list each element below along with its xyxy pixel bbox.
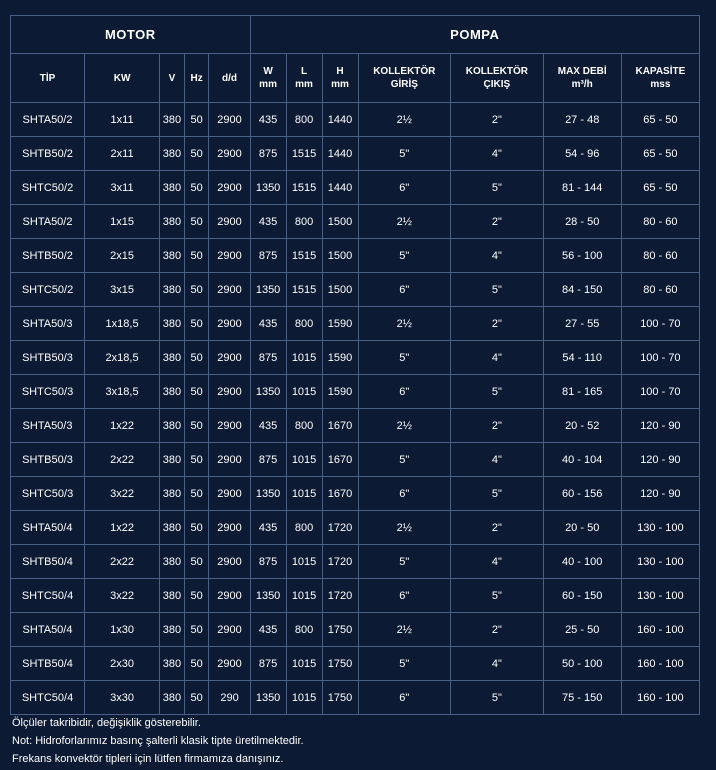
table-cell: 1x11 xyxy=(85,103,160,137)
table-cell: SHTA50/3 xyxy=(11,307,85,341)
table-cell: 435 xyxy=(250,205,286,239)
footnote-line: Not: Hidroforlarımız basınç şalterli klasik tipte üretilmektedir. xyxy=(12,735,304,747)
table-cell: 1500 xyxy=(322,239,358,273)
table-cell: 5" xyxy=(358,647,451,681)
table-cell: 1350 xyxy=(250,681,286,715)
table-cell: 40 - 100 xyxy=(543,545,621,579)
table-cell: 25 - 50 xyxy=(543,613,621,647)
table-cell: 27 - 55 xyxy=(543,307,621,341)
table-cell: 2900 xyxy=(209,613,250,647)
table-cell: 1015 xyxy=(286,375,322,409)
table-cell: SHTA50/3 xyxy=(11,409,85,443)
column-header-row xyxy=(11,54,700,103)
column-header-text: MAX DEBİ xyxy=(557,66,607,77)
table-cell: 2900 xyxy=(209,647,250,681)
table-row xyxy=(11,545,700,579)
table-cell: 4" xyxy=(451,137,544,171)
table-row xyxy=(11,579,700,613)
table-cell: 130 - 100 xyxy=(621,579,699,613)
table-cell: 380 xyxy=(160,579,185,613)
table-cell: 4" xyxy=(451,239,544,273)
table-cell: 50 xyxy=(184,477,209,511)
footnotes xyxy=(12,714,702,768)
table-cell: 435 xyxy=(250,103,286,137)
table-cell: 1500 xyxy=(322,273,358,307)
table-cell: 75 - 150 xyxy=(543,681,621,715)
table-cell: 3x22 xyxy=(85,579,160,613)
table-cell: 1500 xyxy=(322,205,358,239)
table-cell: 290 xyxy=(209,681,250,715)
table-cell: 1015 xyxy=(286,477,322,511)
column-header xyxy=(543,54,621,103)
table-cell: 1x30 xyxy=(85,613,160,647)
table-row xyxy=(11,477,700,511)
table-cell: 2900 xyxy=(209,443,250,477)
table-cell: 1015 xyxy=(286,647,322,681)
column-header-text: L xyxy=(301,66,308,77)
table-cell: 50 xyxy=(184,239,209,273)
column-header xyxy=(160,54,185,103)
table-cell: 27 - 48 xyxy=(543,103,621,137)
table-cell: 5" xyxy=(451,375,544,409)
table-cell: 2900 xyxy=(209,375,250,409)
table-cell: 2½ xyxy=(358,511,451,545)
table-row xyxy=(11,375,700,409)
table-cell: 2" xyxy=(451,613,544,647)
table-cell: 4" xyxy=(451,545,544,579)
table-cell: 5" xyxy=(358,341,451,375)
table-cell: 120 - 90 xyxy=(621,477,699,511)
table-row xyxy=(11,511,700,545)
table-cell: 5" xyxy=(358,239,451,273)
table-cell: 50 xyxy=(184,511,209,545)
table-cell: 1350 xyxy=(250,273,286,307)
column-header-text: Hz xyxy=(190,72,203,84)
table-cell: 50 xyxy=(184,443,209,477)
pompa-group-header: POMPA xyxy=(250,16,699,54)
table-cell: 6" xyxy=(358,477,451,511)
table-cell: 875 xyxy=(250,341,286,375)
table-cell: 2900 xyxy=(209,409,250,443)
table-cell: 800 xyxy=(286,409,322,443)
table-cell: 6" xyxy=(358,375,451,409)
table-cell: 5" xyxy=(451,171,544,205)
spec-table-container xyxy=(10,15,700,715)
table-row xyxy=(11,409,700,443)
table-cell: 380 xyxy=(160,477,185,511)
table-cell: 1015 xyxy=(286,579,322,613)
column-header xyxy=(358,54,451,103)
table-body xyxy=(11,103,700,715)
table-cell: 875 xyxy=(250,137,286,171)
table-cell: SHTC50/3 xyxy=(11,477,85,511)
table-row xyxy=(11,137,700,171)
table-cell: SHTC50/2 xyxy=(11,273,85,307)
table-cell: 800 xyxy=(286,103,322,137)
table-cell: 800 xyxy=(286,205,322,239)
table-cell: 1515 xyxy=(286,171,322,205)
column-header xyxy=(209,54,250,103)
column-header xyxy=(85,54,160,103)
table-cell: 5" xyxy=(451,477,544,511)
table-cell: 1720 xyxy=(322,545,358,579)
table-cell: 2900 xyxy=(209,307,250,341)
table-cell: 2900 xyxy=(209,171,250,205)
table-cell: 1515 xyxy=(286,239,322,273)
table-cell: 65 - 50 xyxy=(621,171,699,205)
table-row xyxy=(11,613,700,647)
column-header-text: mm xyxy=(259,79,277,90)
column-header xyxy=(451,54,544,103)
table-cell: 100 - 70 xyxy=(621,341,699,375)
table-cell: 875 xyxy=(250,443,286,477)
table-cell: 2" xyxy=(451,307,544,341)
table-cell: 1350 xyxy=(250,477,286,511)
table-cell: 380 xyxy=(160,273,185,307)
table-cell: 81 - 165 xyxy=(543,375,621,409)
table-cell: 2" xyxy=(451,103,544,137)
table-row xyxy=(11,443,700,477)
table-cell: 6" xyxy=(358,273,451,307)
table-cell: 1x15 xyxy=(85,205,160,239)
table-cell: 800 xyxy=(286,307,322,341)
table-cell: 1590 xyxy=(322,341,358,375)
table-cell: 50 xyxy=(184,137,209,171)
table-cell: 380 xyxy=(160,681,185,715)
table-cell: 50 xyxy=(184,681,209,715)
table-cell: 4" xyxy=(451,647,544,681)
table-cell: 6" xyxy=(358,171,451,205)
table-cell: 50 xyxy=(184,647,209,681)
table-cell: 1670 xyxy=(322,477,358,511)
table-cell: 1750 xyxy=(322,681,358,715)
table-cell: SHTB50/4 xyxy=(11,647,85,681)
table-cell: 1720 xyxy=(322,579,358,613)
table-cell: 1590 xyxy=(322,307,358,341)
table-cell: SHTB50/3 xyxy=(11,341,85,375)
column-header-text: mss xyxy=(650,79,671,90)
column-header-text: KOLLEKTÖR xyxy=(465,66,528,77)
column-header-text: W xyxy=(263,66,273,77)
table-cell: 2½ xyxy=(358,103,451,137)
table-cell: 435 xyxy=(250,613,286,647)
table-cell: 50 xyxy=(184,205,209,239)
table-cell: 380 xyxy=(160,341,185,375)
table-cell: 80 - 60 xyxy=(621,273,699,307)
table-cell: 1350 xyxy=(250,579,286,613)
table-cell: 380 xyxy=(160,205,185,239)
table-cell: 2½ xyxy=(358,613,451,647)
table-cell: 1720 xyxy=(322,511,358,545)
table-cell: SHTB50/2 xyxy=(11,239,85,273)
footnote-line: Ölçüler takribidir, değişiklik gösterebilir. xyxy=(12,717,201,729)
table-cell: 1350 xyxy=(250,171,286,205)
table-cell: 380 xyxy=(160,171,185,205)
table-cell: 5" xyxy=(451,681,544,715)
column-header-text: KAPASİTE xyxy=(635,66,686,77)
table-cell: 3x30 xyxy=(85,681,160,715)
column-header-text: TİP xyxy=(39,72,56,84)
footnote-line: Frekans konvektör tipleri için lütfen firmamıza danışınız. xyxy=(12,753,284,765)
column-header-text: KOLLEKTÖR xyxy=(373,66,436,77)
table-cell: 380 xyxy=(160,613,185,647)
table-cell: 65 - 50 xyxy=(621,137,699,171)
column-header-text: V xyxy=(168,72,176,84)
table-cell: SHTC50/2 xyxy=(11,171,85,205)
table-cell: SHTB50/3 xyxy=(11,443,85,477)
table-cell: 2x15 xyxy=(85,239,160,273)
column-header-text: H xyxy=(336,66,344,77)
table-cell: 800 xyxy=(286,613,322,647)
column-header-text: m³/h xyxy=(571,79,593,90)
column-header-text: GİRİŞ xyxy=(390,79,418,90)
table-cell: 380 xyxy=(160,647,185,681)
table-cell: 2900 xyxy=(209,103,250,137)
table-cell: 2900 xyxy=(209,545,250,579)
table-cell: SHTB50/4 xyxy=(11,545,85,579)
table-cell: 4" xyxy=(451,443,544,477)
table-cell: 4" xyxy=(451,341,544,375)
table-cell: 435 xyxy=(250,409,286,443)
table-cell: SHTA50/4 xyxy=(11,613,85,647)
table-cell: 1440 xyxy=(322,137,358,171)
table-cell: 81 - 144 xyxy=(543,171,621,205)
table-cell: 50 xyxy=(184,273,209,307)
table-cell: 50 xyxy=(184,307,209,341)
table-cell: 2900 xyxy=(209,205,250,239)
table-cell: 1015 xyxy=(286,681,322,715)
table-cell: 380 xyxy=(160,137,185,171)
table-cell: 56 - 100 xyxy=(543,239,621,273)
table-cell: 1515 xyxy=(286,273,322,307)
table-cell: 1440 xyxy=(322,103,358,137)
column-header-text: KW xyxy=(113,72,131,84)
table-cell: 1015 xyxy=(286,443,322,477)
column-header xyxy=(621,54,699,103)
table-cell: 50 xyxy=(184,613,209,647)
table-cell: 50 xyxy=(184,375,209,409)
table-cell: 380 xyxy=(160,545,185,579)
column-header-text: ÇIKIŞ xyxy=(483,79,511,90)
table-cell: 2½ xyxy=(358,409,451,443)
table-cell: 1x22 xyxy=(85,409,160,443)
table-cell: 2900 xyxy=(209,341,250,375)
table-cell: 2900 xyxy=(209,239,250,273)
table-cell: 20 - 50 xyxy=(543,511,621,545)
table-cell: 160 - 100 xyxy=(621,681,699,715)
table-cell: 3x22 xyxy=(85,477,160,511)
table-cell: 160 - 100 xyxy=(621,647,699,681)
column-header-text: mm xyxy=(295,79,313,90)
table-cell: 120 - 90 xyxy=(621,443,699,477)
table-cell: 54 - 96 xyxy=(543,137,621,171)
table-cell: 50 xyxy=(184,409,209,443)
table-cell: 2900 xyxy=(209,477,250,511)
table-cell: 800 xyxy=(286,511,322,545)
table-cell: 380 xyxy=(160,103,185,137)
table-cell: 2900 xyxy=(209,273,250,307)
table-cell: 5" xyxy=(358,443,451,477)
table-row xyxy=(11,341,700,375)
table-cell: 1440 xyxy=(322,171,358,205)
table-cell: 50 xyxy=(184,341,209,375)
table-cell: 2x22 xyxy=(85,443,160,477)
table-cell: 875 xyxy=(250,239,286,273)
table-cell: 20 - 52 xyxy=(543,409,621,443)
group-header-row xyxy=(11,16,700,54)
table-cell: 1590 xyxy=(322,375,358,409)
table-row xyxy=(11,273,700,307)
column-header-text: d/d xyxy=(222,72,237,84)
table-cell: 1670 xyxy=(322,443,358,477)
table-cell: 2900 xyxy=(209,137,250,171)
table-cell: SHTA50/4 xyxy=(11,511,85,545)
table-cell: 100 - 70 xyxy=(621,375,699,409)
table-cell: SHTC50/3 xyxy=(11,375,85,409)
table-cell: 2900 xyxy=(209,511,250,545)
table-cell: 50 - 100 xyxy=(543,647,621,681)
table-cell: 2x30 xyxy=(85,647,160,681)
column-header xyxy=(250,54,286,103)
column-header xyxy=(286,54,322,103)
table-cell: 6" xyxy=(358,579,451,613)
table-cell: 2" xyxy=(451,205,544,239)
table-cell: 2½ xyxy=(358,205,451,239)
table-cell: SHTB50/2 xyxy=(11,137,85,171)
table-cell: 50 xyxy=(184,579,209,613)
table-cell: 3x11 xyxy=(85,171,160,205)
table-cell: 130 - 100 xyxy=(621,511,699,545)
table-cell: 2" xyxy=(451,409,544,443)
table-cell: 380 xyxy=(160,307,185,341)
table-cell: 2" xyxy=(451,511,544,545)
table-cell: 1750 xyxy=(322,613,358,647)
table-cell: 5" xyxy=(451,579,544,613)
motor-group-header: MOTOR xyxy=(11,16,251,54)
table-cell: 84 - 150 xyxy=(543,273,621,307)
table-cell: 60 - 156 xyxy=(543,477,621,511)
column-header xyxy=(322,54,358,103)
table-cell: 380 xyxy=(160,443,185,477)
table-row xyxy=(11,307,700,341)
column-header xyxy=(184,54,209,103)
table-cell: SHTA50/2 xyxy=(11,205,85,239)
table-cell: 3x15 xyxy=(85,273,160,307)
table-cell: 50 xyxy=(184,103,209,137)
table-cell: 875 xyxy=(250,545,286,579)
table-cell: 160 - 100 xyxy=(621,613,699,647)
table-cell: 2x22 xyxy=(85,545,160,579)
table-cell: SHTC50/4 xyxy=(11,579,85,613)
table-cell: 1015 xyxy=(286,545,322,579)
table-cell: 80 - 60 xyxy=(621,205,699,239)
table-cell: 3x18,5 xyxy=(85,375,160,409)
table-cell: 380 xyxy=(160,239,185,273)
column-header xyxy=(11,54,85,103)
pump-spec-table xyxy=(10,15,700,715)
table-cell: 875 xyxy=(250,647,286,681)
table-cell: 65 - 50 xyxy=(621,103,699,137)
table-cell: 380 xyxy=(160,375,185,409)
table-cell: 5" xyxy=(358,545,451,579)
table-cell: 1x22 xyxy=(85,511,160,545)
table-row xyxy=(11,171,700,205)
table-cell: 50 xyxy=(184,545,209,579)
table-cell: 100 - 70 xyxy=(621,307,699,341)
table-row xyxy=(11,205,700,239)
table-cell: 80 - 60 xyxy=(621,239,699,273)
table-cell: 1670 xyxy=(322,409,358,443)
table-cell: 2½ xyxy=(358,307,451,341)
table-cell: 50 xyxy=(184,171,209,205)
table-cell: 130 - 100 xyxy=(621,545,699,579)
table-cell: SHTC50/4 xyxy=(11,681,85,715)
table-cell: 1750 xyxy=(322,647,358,681)
table-cell: 6" xyxy=(358,681,451,715)
table-row xyxy=(11,103,700,137)
table-cell: 1x18,5 xyxy=(85,307,160,341)
table-row xyxy=(11,647,700,681)
table-cell: SHTA50/2 xyxy=(11,103,85,137)
table-cell: 1350 xyxy=(250,375,286,409)
table-cell: 5" xyxy=(358,137,451,171)
table-cell: 5" xyxy=(451,273,544,307)
table-cell: 28 - 50 xyxy=(543,205,621,239)
table-cell: 2900 xyxy=(209,579,250,613)
table-cell: 435 xyxy=(250,307,286,341)
table-cell: 60 - 150 xyxy=(543,579,621,613)
table-cell: 2x11 xyxy=(85,137,160,171)
table-cell: 380 xyxy=(160,511,185,545)
table-row xyxy=(11,681,700,715)
table-cell: 54 - 110 xyxy=(543,341,621,375)
table-cell: 1015 xyxy=(286,341,322,375)
column-header-text: mm xyxy=(331,79,349,90)
table-cell: 435 xyxy=(250,511,286,545)
table-cell: 40 - 104 xyxy=(543,443,621,477)
table-cell: 120 - 90 xyxy=(621,409,699,443)
table-cell: 380 xyxy=(160,409,185,443)
table-row xyxy=(11,239,700,273)
table-cell: 2x18,5 xyxy=(85,341,160,375)
table-cell: 1515 xyxy=(286,137,322,171)
